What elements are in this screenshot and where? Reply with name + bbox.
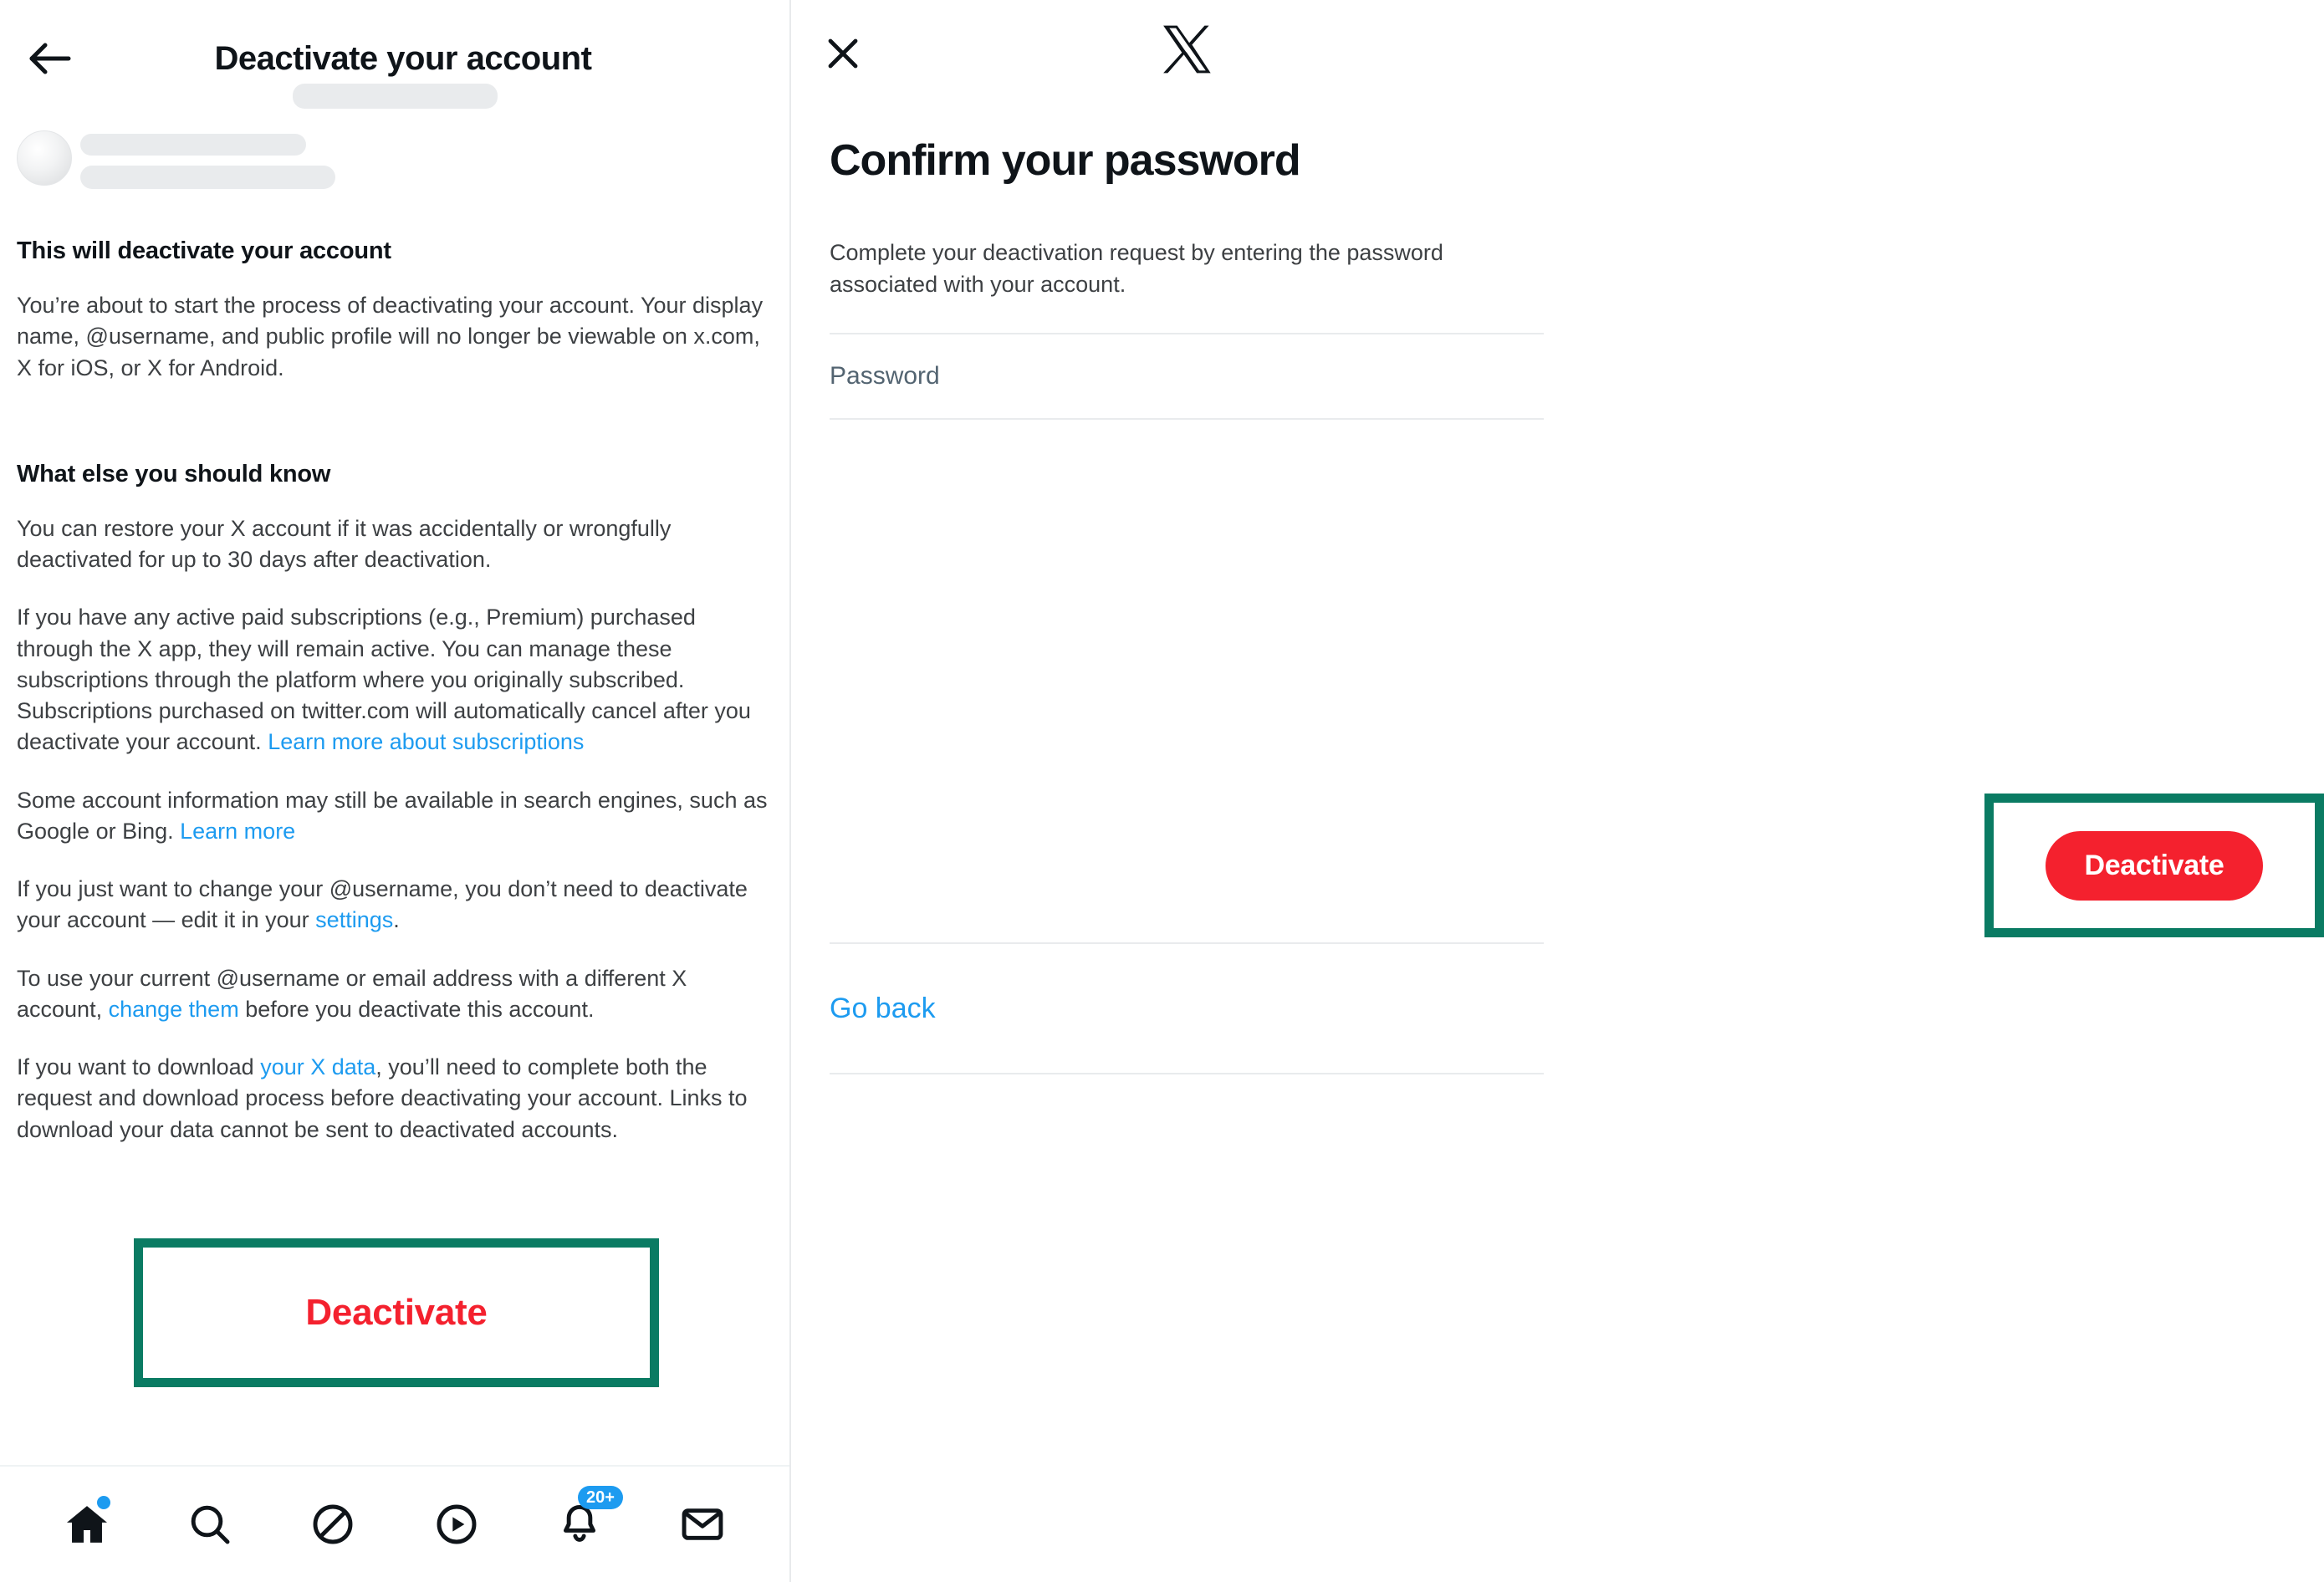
- link-settings[interactable]: settings: [315, 907, 394, 933]
- paragraph-download-data-text: If you want to download: [17, 1054, 261, 1079]
- confirm-password-description: Complete your deactivation request by entering the password associated with your account.: [830, 240, 1443, 297]
- link-learn-more-subscriptions[interactable]: Learn more about subscriptions: [268, 729, 585, 755]
- link-your-x-data[interactable]: your X data: [260, 1054, 376, 1079]
- confirm-password-title: Confirm your password: [830, 136, 1300, 185]
- paragraph-restore: You can restore your X account if it was accidentally or wrongfully deactivated for up to 30 days after deactivation.: [17, 515, 672, 572]
- password-input[interactable]: [830, 362, 1544, 390]
- go-back-button[interactable]: Go back: [830, 992, 936, 1024]
- paragraph-deactivate-intro: You’re about to start the process of deactivating your account. Your display name, @username, and public profile will no longer be viewable on x.com, X for iOS, or X for Android.: [17, 293, 764, 380]
- grok-icon: [309, 1501, 356, 1548]
- paragraph-change-username-text-end: .: [393, 907, 400, 933]
- tab-video[interactable]: [423, 1491, 490, 1558]
- confirm-footer: [830, 942, 1544, 1074]
- tab-grok[interactable]: [299, 1491, 366, 1558]
- right-header: [791, 0, 1582, 117]
- deactivate-account-screen: [0, 0, 791, 1582]
- link-change-them[interactable]: change them: [108, 996, 239, 1022]
- notifications-badge: 20+: [578, 1486, 623, 1509]
- deactivate-confirm-button[interactable]: Deactivate: [2046, 831, 2262, 901]
- tab-messages[interactable]: [669, 1491, 736, 1558]
- tab-search[interactable]: [176, 1491, 243, 1558]
- paragraph-search-engines-text: Some account information may still be available in search engines, such as Google or Bing.: [17, 787, 768, 844]
- left-body: [0, 237, 789, 1146]
- section-title-what-else: What else you should know: [17, 460, 331, 487]
- left-header: [0, 0, 789, 107]
- deactivate-confirm-highlight: [1984, 794, 2324, 937]
- paragraph-download-data-text-end: , you’ll need to complete both the request and download process before deactivating your account. Links to download your data cannot be sent to deactivated accounts.: [17, 1054, 748, 1142]
- redacted-bar-title: [293, 84, 498, 109]
- password-field-row[interactable]: [830, 333, 1544, 420]
- avatar: [17, 130, 72, 186]
- redacted-display-name: [80, 134, 306, 156]
- x-logo-icon: [791, 23, 1582, 75]
- paragraph-subscriptions: [17, 602, 773, 758]
- paragraph-different-account-text: To use your current @username or email address with a different X account,: [17, 965, 687, 1022]
- deactivate-button[interactable]: Deactivate: [305, 1292, 488, 1333]
- paragraph-change-username-text: If you just want to change your @username, you don’t need to deactivate your account — edit it in your: [17, 876, 748, 933]
- paragraph-different-account: [17, 963, 773, 1026]
- paragraph-different-account-text-end: before you deactivate this account.: [238, 996, 595, 1022]
- video-icon: [433, 1501, 480, 1548]
- redacted-username: [80, 166, 335, 189]
- paragraph-change-username: [17, 874, 773, 936]
- bottom-tab-bar: [0, 1465, 789, 1582]
- paragraph-search-engines: [17, 785, 773, 848]
- paragraph-download-data: [17, 1052, 773, 1146]
- link-learn-more[interactable]: Learn more: [180, 818, 296, 844]
- tab-home[interactable]: [54, 1491, 120, 1558]
- deactivate-button-highlight: [134, 1238, 659, 1387]
- page-title: Deactivate your account: [214, 40, 592, 77]
- tab-notifications[interactable]: [546, 1488, 615, 1558]
- profile-row: [0, 107, 789, 216]
- section-title-deactivate: This will deactivate your account: [17, 237, 391, 264]
- paragraph-subscriptions-text: If you have any active paid subscriptions (e.g., Premium) purchased through the X app, they will remain active. You can manage these subscriptions through the platform where you originally subscribed. Subscriptions purchased on twitter.com will automatically cancel after you deactivate your account.: [17, 605, 751, 755]
- confirm-password-screen: [791, 0, 2224, 1582]
- home-unread-dot: [97, 1496, 110, 1509]
- search-icon: [186, 1501, 233, 1548]
- mail-icon: [679, 1501, 726, 1548]
